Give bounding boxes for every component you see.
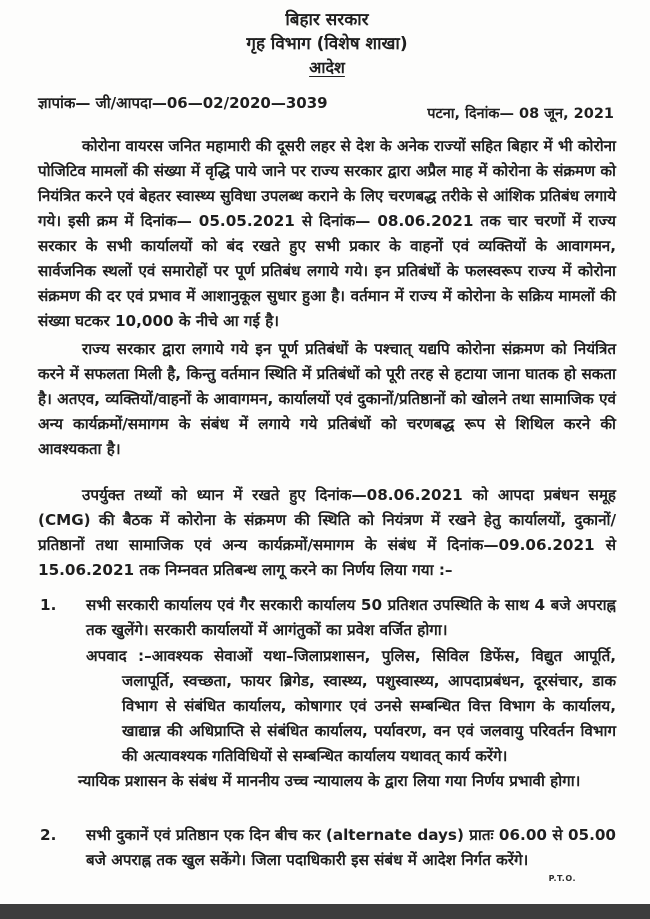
- list-item-1-note: न्यायिक प्रशासन के संबंध में माननीय उच्च न्यायालय के द्वारा लिया गया निर्णय प्रभावी होगा।: [78, 772, 581, 790]
- department-name: गृह विभाग (विशेष शाखा): [246, 34, 408, 54]
- list-item-1: [38, 593, 616, 769]
- memo-number: ज्ञापांक— जी/आपदा—06—02/2020—3039: [38, 94, 328, 112]
- list-item-1-exception: अपवाद :–आवश्यक सेवाओं यथा–जिलाप्रशासन, पुलिस, सिविल डिफेंस, विद्युत आपूर्ति, जलापूर्ति, स्वच्छता, फायर ब्रिगेड, स्वास्थ्य, पशुस्वास्थ्य, आपदाप्रबंधन, दूरसंचार, डाक विभाग से संबंधित कार्यालय, कोषागार एवं उनसे सम्बन्धित वित्त विभाग के कार्यालय, खाद्यान्न की अधिप्राप्ति से संबंधित कार्यालय, पर्यावरण, वन एवं जलवायु परिवर्तन विभाग की अत्यावश्यक गतिविधियों से सम्बन्धित कार्यालय यथावत् कार्य करेंगे।: [86, 647, 616, 765]
- pto-label: P.T.O.: [548, 874, 576, 883]
- list-item-1-text: सभी सरकारी कार्यालय एवं गैर सरकारी कार्यालय 50 प्रतिशत उपस्थिति के साथ 4 बजे अपराह्न तक खुलेंगे। सरकारी कार्यालयों में आगंतुकों का प्रवेश वर्जित होगा।: [86, 596, 616, 639]
- bottom-bar: [0, 904, 650, 919]
- list-item-1-number: 1.: [40, 596, 57, 614]
- paragraph-1: कोरोना वायरस जनित महामारी की दूसरी लहर से देश के अनेक राज्यों सहित बिहार में भी कोरोना पोजिटिव मामलों की संख्या में वृद्धि पाये जाने पर राज्य सरकार द्वारा अप्रैल माह में कोरोना के संक्रमण को नियंत्रित करने एवं बेहतर स्वास्थ्य सुविधा उपलब्ध कराने के लिए चरणबद्ध तरीके से आंशिक प्रतिबंध लगाये गये। इसी क्रम में दिनांक— 05.05.2021 से दिनांक— 08.06.2021 तक चार चरणों में राज्य सरकार के सभी कार्यालयों को बंद रखते हुए सभी प्रकार के वाहनों एवं व्यक्तियों के आवागमन, सार्वजनिक स्थलों एवं समारोहों पर पूर्ण प्रतिबंध लगाये गये। इन प्रतिबंधों के फलस्वरूप राज्य में कोरोना संक्रमण की दर एवं प्रभाव में आशानुकूल सुधार हुआ है। वर्तमान में राज्य में कोरोना के सक्रिय मामलों की संख्या घटकर 10,000 के नीचे आ गई है।: [38, 137, 616, 330]
- reference-row: [38, 93, 616, 123]
- paragraph-3: उपर्युक्त तथ्यों को ध्यान में रखते हुए दिनांक—08.06.2021 को आपदा प्रबंधन समूह (CMG) की बैठक में कोरोना के संक्रमण की स्थिति को नियंत्रण में रखने हेतु कार्यालयों, दुकानों/प्रतिष्ठानों तथा सामाजिक एवं अन्य कार्यक्रमों/समागम के संबंध में दिनांक—09.06.2021 से 15.06.2021 तक निम्नवत प्रतिबन्ध लागू करने का निर्णय लिया गया :–: [38, 486, 616, 579]
- document-header: [38, 8, 616, 80]
- list-item-2-number: 2.: [40, 826, 57, 844]
- list-item-2: [38, 823, 616, 873]
- government-name: बिहार सरकार: [285, 10, 369, 30]
- order-heading: आदेश: [309, 58, 345, 77]
- paragraph-2: राज्य सरकार द्वारा लगाये गये इन पूर्ण प्रतिबंधों के पश्चात् यद्यपि कोरोना संक्रमण को नियंत्रित करने में सफलता मिली है, किन्तु वर्तमान स्थिति में प्रतिबंधों को पूरी तरह से हटाया जाना घातक हो सकता है। अतएव, व्यक्तियों/वाहनों के आवागमन, कार्यालयों एवं दुकानों/प्रतिष्ठानों को खोलने तथा सामाजिक एवं अन्य कार्यक्रमों/समागम के संबंध में लगाये गये प्रतिबंधों को चरणबद्ध रूप से शिथिल करने की आवश्यकता है।: [38, 340, 616, 458]
- list-item-2-text: सभी दुकानें एवं प्रतिष्ठान एक दिन बीच कर (alternate days) प्रातः 06.00 से 05.00 बजे अपराह्न तक खुल सकेंगे। जिला पदाधिकारी इस संबंध में आदेश निर्गत करेंगे।: [86, 826, 616, 869]
- place-date: पटना, दिनांक— 08 जून, 2021: [427, 106, 614, 122]
